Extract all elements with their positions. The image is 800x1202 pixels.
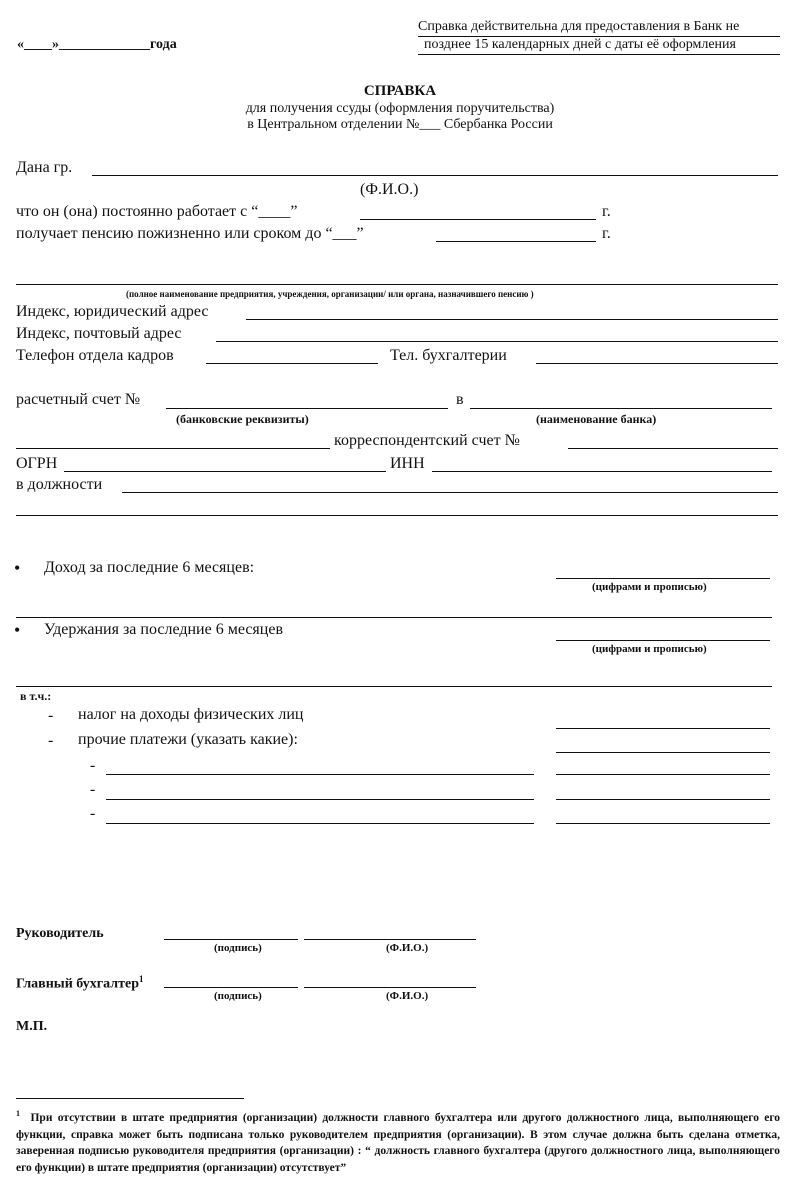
accountant-signature-hint: (подпись) [214, 990, 262, 1002]
other-payment-3-amount[interactable] [556, 823, 770, 824]
inn-field[interactable] [432, 471, 772, 472]
digits-hint-2: (цифрами и прописью) [592, 643, 707, 655]
validity-notice-line2: позднее 15 календарных дней с даты её оформления [424, 37, 736, 52]
legal-address-field[interactable] [246, 319, 778, 320]
document-subtitle-1: для получения ссуды (оформления поручительства) [245, 101, 555, 116]
other-payment-2-amount[interactable] [556, 799, 770, 800]
year-suffix-1: г. [602, 203, 611, 220]
document-subtitle-2: в Центральном отделении №___ Сбербанка России [247, 117, 553, 132]
ogrn-field[interactable] [64, 471, 386, 472]
year-suffix-2: г. [602, 225, 611, 242]
position-field-continued[interactable] [16, 515, 778, 516]
position-field[interactable] [122, 492, 778, 493]
accounting-phone-label: Тел. бухгалтерии [390, 347, 507, 364]
accounting-phone-field[interactable] [536, 363, 778, 364]
income-words-field[interactable] [16, 617, 772, 618]
notice-underline-2 [418, 54, 780, 55]
postal-address-field[interactable] [216, 341, 778, 342]
head-signature-field[interactable] [164, 939, 298, 940]
postal-address-label: Индекс, почтовый адрес [16, 325, 182, 342]
deductions-label: Удержания за последние 6 месяцев [44, 621, 283, 638]
tax-amount-field[interactable] [556, 728, 770, 729]
head-label: Руководитель [16, 926, 104, 941]
other-payment-2-field[interactable] [106, 799, 534, 800]
corr-account-field[interactable] [568, 448, 778, 449]
organization-hint: (полное наименование предприятия, учреждения, организации/ или органа, назначившего пенсию ) [126, 289, 534, 299]
given-to-label: Дана гр. [16, 159, 73, 176]
other-payment-1-field[interactable] [106, 774, 534, 775]
ogrn-label: ОГРН [16, 455, 58, 472]
account-field[interactable] [166, 408, 448, 409]
organization-name-field[interactable] [16, 284, 778, 285]
accountant-fio-hint: (Ф.И.О.) [386, 990, 429, 1002]
other-payment-3-field[interactable] [106, 823, 534, 824]
income-label: Доход за последние 6 месяцев: [44, 559, 255, 576]
dash-2: - [48, 732, 54, 749]
including-label: в т.ч.: [20, 689, 52, 703]
stamp-label: М.П. [16, 1019, 48, 1034]
dash-3: - [90, 757, 96, 774]
digits-hint-1: (цифрами и прописью) [592, 581, 707, 593]
head-signature-hint: (подпись) [214, 942, 262, 954]
footnote-separator [16, 1098, 244, 1099]
bank-name-hint: (наименование банка) [536, 412, 657, 426]
income-amount-field[interactable] [556, 578, 770, 579]
corr-account-label: корреспондентский счет № [334, 432, 520, 449]
tax-label: налог на доходы физических лиц [78, 706, 304, 723]
deductions-amount-field[interactable] [556, 640, 770, 641]
bank-details-field[interactable] [16, 448, 330, 449]
footnote-number: 1 [16, 1109, 20, 1118]
dash-5: - [90, 805, 96, 822]
accountant-fio-field[interactable] [304, 987, 476, 988]
pension-label: получает пенсию пожизненно или сроком до “___” [16, 225, 364, 242]
chief-accountant-label: Главный бухгалтер$^1$ [16, 974, 144, 992]
fio-hint: (Ф.И.О.) [360, 181, 419, 198]
hr-phone-label: Телефон отдела кадров [16, 347, 174, 364]
inn-label: ИНН [390, 455, 425, 472]
footnote-mark: 1 [139, 974, 144, 984]
works-since-label: что он (она) постоянно работает с “____” [16, 203, 298, 220]
bullet-1: • [14, 558, 21, 578]
hr-phone-field[interactable] [206, 363, 378, 364]
position-label: в должности [16, 476, 103, 493]
date-line: «____»_____________года [17, 37, 177, 52]
validity-notice-line1: Справка действительна для предоставления в Банк не [418, 19, 740, 34]
other-payment-1-amount[interactable] [556, 774, 770, 775]
fio-field[interactable] [92, 175, 778, 176]
deductions-words-field[interactable] [16, 686, 772, 687]
bank-details-hint: (банковские реквизиты) [176, 412, 309, 426]
bullet-2: • [14, 620, 21, 640]
dash-4: - [90, 781, 96, 798]
other-payments-amount-field[interactable] [556, 752, 770, 753]
head-fio-hint: (Ф.И.О.) [386, 942, 429, 954]
bank-name-field[interactable] [470, 408, 772, 409]
dash-1: - [48, 707, 54, 724]
accountant-signature-field[interactable] [164, 987, 298, 988]
pension-until-field[interactable] [436, 241, 596, 242]
head-fio-field[interactable] [304, 939, 476, 940]
account-label: расчетный счет № [16, 391, 141, 408]
legal-address-label: Индекс, юридический адрес [16, 303, 209, 320]
in-bank-label: в [456, 391, 464, 408]
document-title: СПРАВКА [363, 83, 437, 99]
other-payments-label: прочие платежи (указать какие): [78, 731, 298, 748]
works-since-field[interactable] [360, 219, 596, 220]
footnote-text: $^1$ При отсутствии в штате предприятия (организации) должности главного бухгалтера или другого должностного лица, выполняющего его функции, справка может быть подписана только руководителем предприятия (организации). В этом случае должна быть сделана отметка, заверенная подписью руководителя предприятия (организации) : “ должность главного бухгалтера (другого должностного лица, выполняющего его функции) в штате предприятия (организации) отсутствует” [16, 1109, 780, 1174]
